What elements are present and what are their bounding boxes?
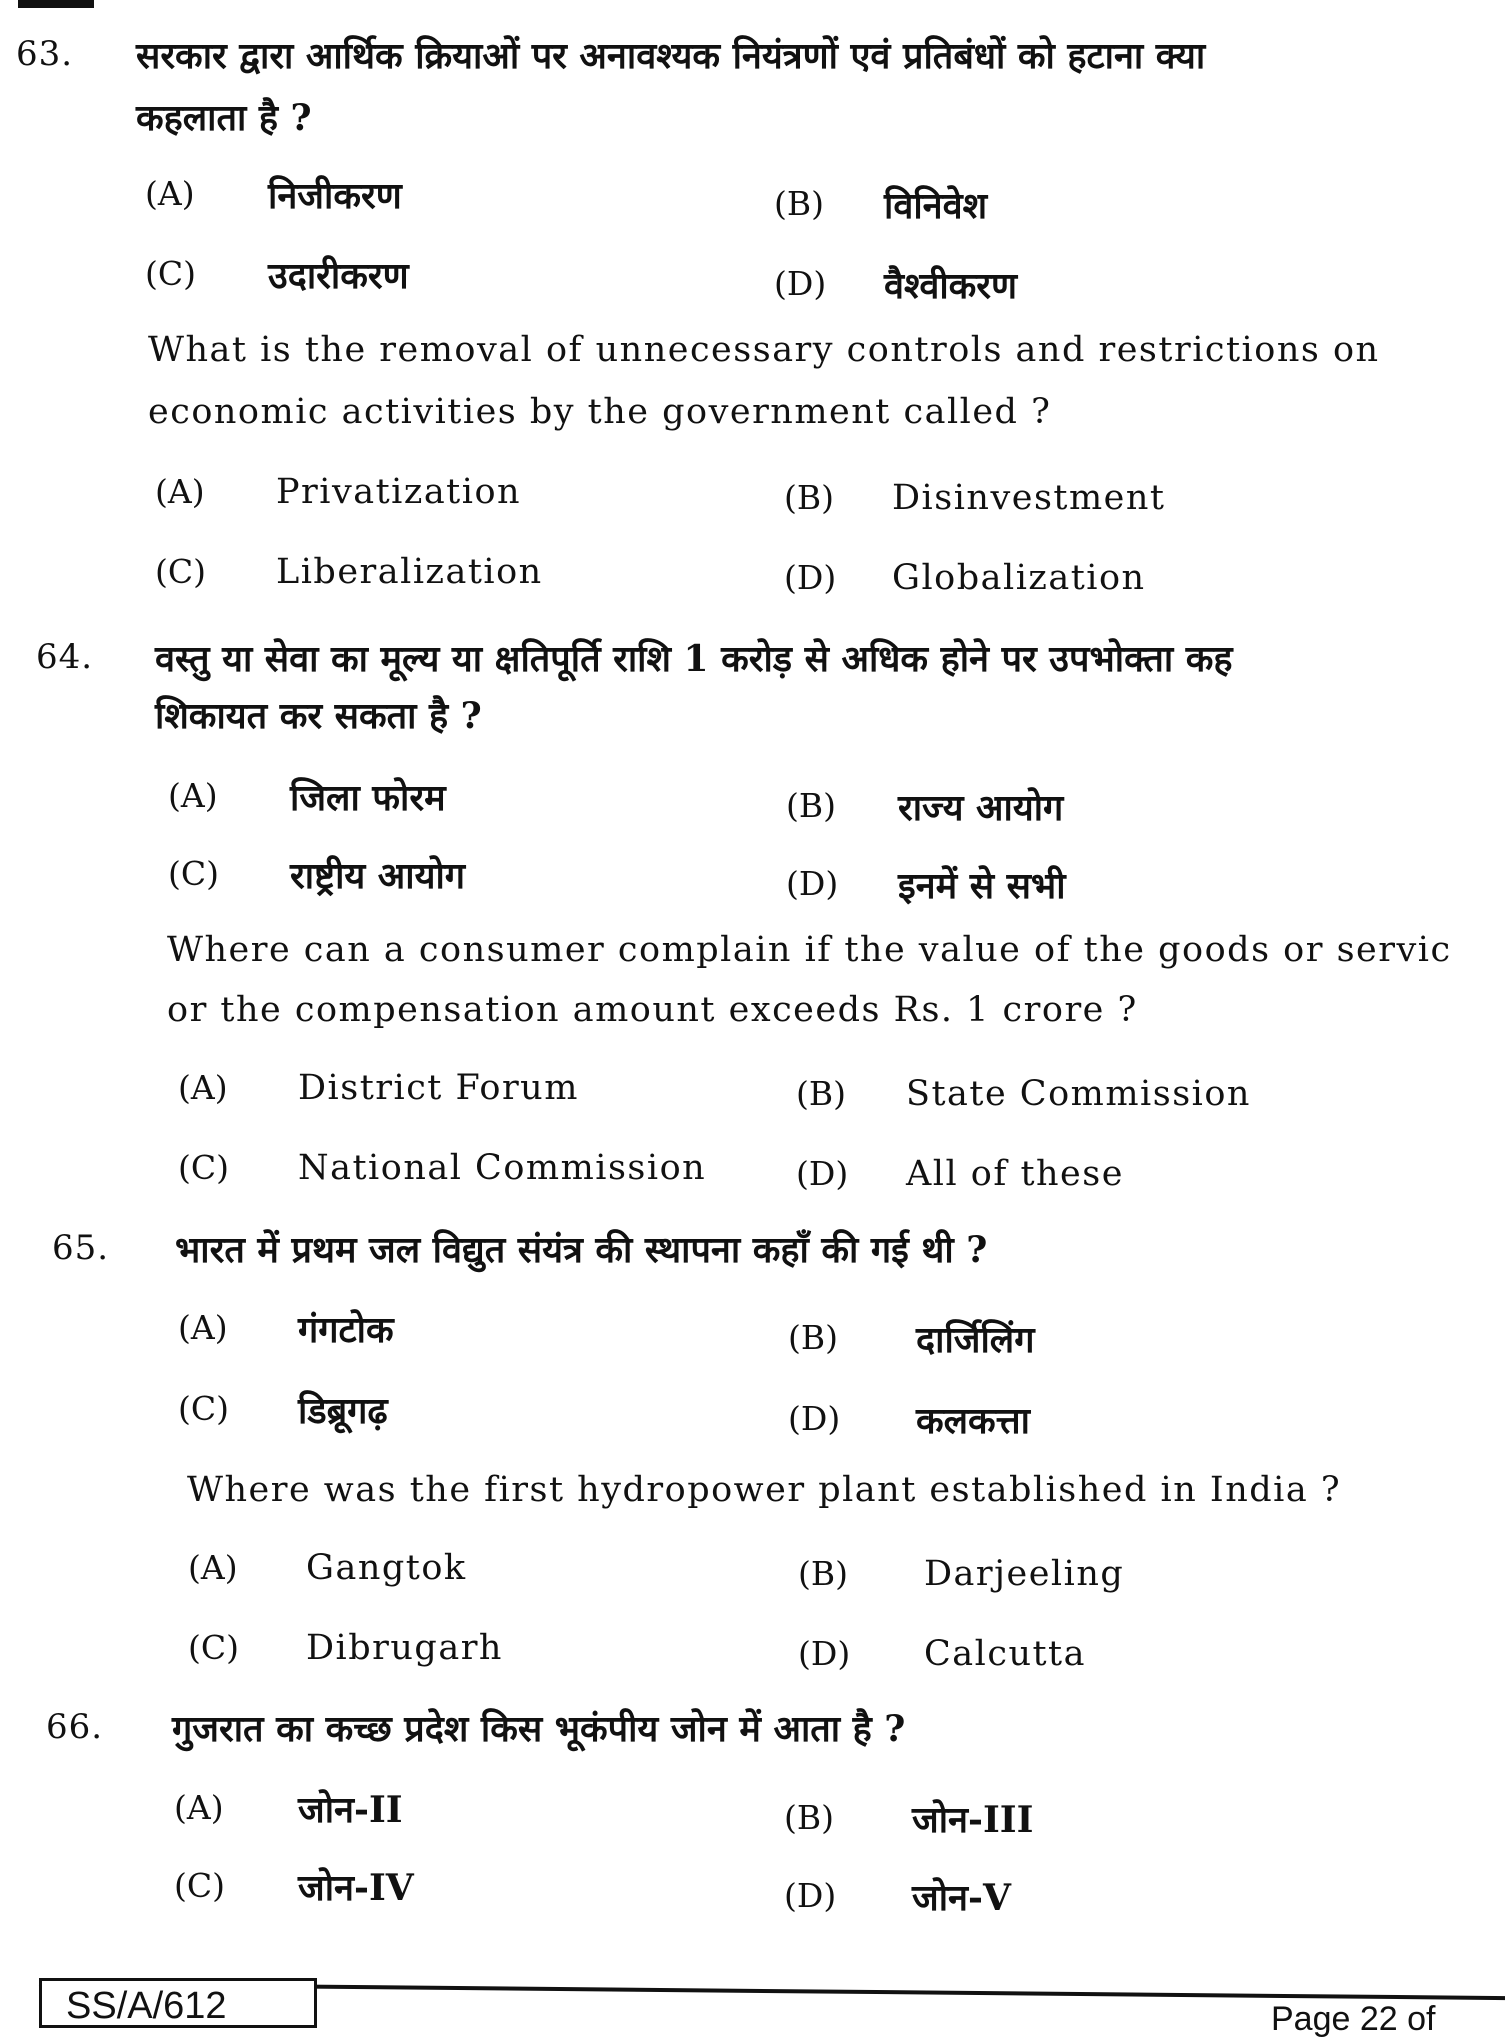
option-text-hindi: कलकत्ता bbox=[916, 1400, 1030, 1442]
option-text-hindi: राष्ट्रीय आयोग bbox=[290, 855, 466, 897]
header-mark bbox=[18, 0, 94, 8]
question-text-hindi: गुजरात का कच्छ प्रदेश किस भूकंपीय जोन में आता है ? bbox=[172, 1708, 906, 1750]
option-label: (B) bbox=[784, 478, 834, 517]
option-text-english: Disinvestment bbox=[892, 478, 1166, 518]
question-text-hindi: भारत में प्रथम जल विद्युत संयंत्र की स्थापना कहाँ की गई थी ? bbox=[175, 1229, 988, 1271]
option-text-hindi: जिला फोरम bbox=[290, 777, 446, 819]
option-label: (D) bbox=[774, 264, 827, 303]
question-number: 64. bbox=[36, 637, 94, 677]
option-label: (D) bbox=[788, 1399, 841, 1438]
option-label: (B) bbox=[788, 1318, 838, 1357]
question-number: 66. bbox=[46, 1707, 104, 1747]
option-label: (A) bbox=[178, 1068, 228, 1107]
question-text-english: or the compensation amount exceeds Rs. 1 crore ? bbox=[167, 990, 1138, 1030]
option-label: (D) bbox=[784, 558, 837, 597]
option-text-hindi: विनिवेश bbox=[884, 185, 988, 227]
option-text-english: State Commission bbox=[906, 1074, 1251, 1114]
option-label: (B) bbox=[786, 786, 836, 825]
question-text-english: Where was the first hydropower plant established in India ? bbox=[187, 1470, 1342, 1510]
option-label: (C) bbox=[168, 854, 219, 893]
option-text-english: All of these bbox=[906, 1154, 1124, 1194]
option-text-hindi: इनमें से सभी bbox=[898, 865, 1066, 907]
option-text-hindi: जोन-II bbox=[298, 1789, 403, 1831]
option-label: (A) bbox=[155, 472, 205, 511]
option-label: (B) bbox=[798, 1554, 848, 1593]
option-label: (D) bbox=[784, 1876, 837, 1915]
option-text-hindi: उदारीकरण bbox=[268, 255, 409, 297]
question-text-english: economic activities by the government called ? bbox=[148, 392, 1052, 432]
option-label: (B) bbox=[784, 1798, 834, 1837]
option-label: (A) bbox=[188, 1548, 238, 1587]
question-number: 63. bbox=[16, 34, 74, 74]
option-label: (C) bbox=[155, 552, 206, 591]
option-text-english: Dibrugarh bbox=[306, 1628, 503, 1668]
option-label: (D) bbox=[798, 1634, 851, 1673]
option-label: (C) bbox=[178, 1389, 229, 1428]
option-label: (C) bbox=[178, 1148, 229, 1187]
option-text-english: National Commission bbox=[298, 1148, 707, 1188]
question-number: 65. bbox=[52, 1228, 110, 1268]
option-text-english: Darjeeling bbox=[924, 1554, 1125, 1594]
option-label: (D) bbox=[786, 864, 839, 903]
option-label: (A) bbox=[178, 1308, 228, 1347]
option-text-hindi: दार्जिलिंग bbox=[916, 1319, 1035, 1361]
question-text-english: What is the removal of unnecessary controls and restrictions on bbox=[148, 330, 1380, 370]
option-text-hindi: डिब्रूगढ़ bbox=[298, 1390, 388, 1432]
option-text-hindi: राज्य आयोग bbox=[898, 787, 1064, 829]
option-text-hindi: जोन-III bbox=[912, 1799, 1034, 1841]
option-label: (C) bbox=[174, 1866, 225, 1905]
option-label: (A) bbox=[145, 174, 195, 213]
option-label: (B) bbox=[796, 1074, 846, 1113]
option-text-hindi: जोन-IV bbox=[298, 1867, 414, 1909]
option-text-english: Privatization bbox=[276, 472, 522, 512]
question-text-english: Where can a consumer complain if the value of the goods or servic bbox=[167, 930, 1452, 970]
page-number: Page 22 of bbox=[1271, 2000, 1436, 2038]
option-text-hindi: गंगटोक bbox=[298, 1309, 394, 1351]
option-text-hindi: निजीकरण bbox=[268, 175, 402, 217]
option-text-english: Gangtok bbox=[306, 1548, 467, 1588]
option-label: (C) bbox=[145, 254, 196, 293]
option-label: (C) bbox=[188, 1628, 239, 1667]
option-text-hindi: जोन-V bbox=[912, 1877, 1011, 1919]
question-text-hindi: सरकार द्वारा आर्थिक क्रियाओं पर अनावश्यक नियंत्रणों एवं प्रतिबंधों को हटाना क्या bbox=[136, 35, 1206, 77]
option-label: (B) bbox=[774, 184, 824, 223]
question-text-hindi: शिकायत कर सकता है ? bbox=[155, 695, 482, 737]
question-text-hindi: वस्तु या सेवा का मूल्य या क्षतिपूर्ति राशि 1 करोड़ से अधिक होने पर उपभोक्ता कह bbox=[155, 638, 1233, 680]
option-label: (D) bbox=[796, 1154, 849, 1193]
option-text-english: District Forum bbox=[298, 1068, 579, 1108]
option-text-english: Liberalization bbox=[276, 552, 543, 592]
option-text-english: Globalization bbox=[892, 558, 1146, 598]
option-text-english: Calcutta bbox=[924, 1634, 1086, 1674]
question-text-hindi: कहलाता है ? bbox=[136, 97, 312, 139]
option-label: (A) bbox=[174, 1788, 224, 1827]
paper-code: SS/A/612 bbox=[39, 1978, 317, 2028]
option-text-hindi: वैश्वीकरण bbox=[884, 265, 1018, 307]
option-label: (A) bbox=[168, 776, 218, 815]
